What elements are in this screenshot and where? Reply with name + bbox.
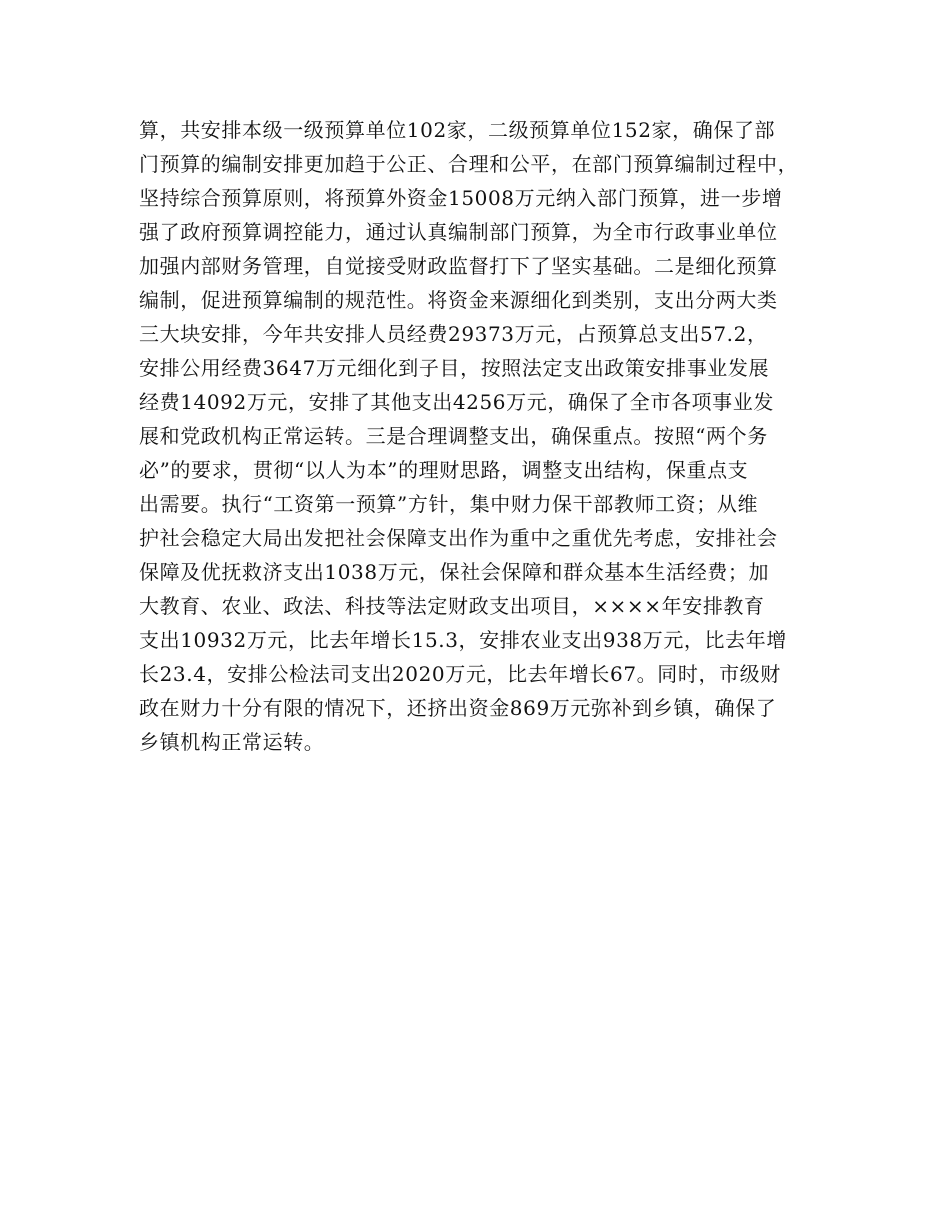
text-line: 长23.4，安排公检法司支出2020万元，比去年增长67。同时，市级财 <box>139 662 781 686</box>
text-line: 展和党政机构正常运转。三是合理调整支出，确保重点。按照“两个务 <box>139 424 768 448</box>
text-line: 加强内部财务管理，自觉接受财政监督打下了坚实基础。二是细化预算 <box>139 254 778 278</box>
text-line: 编制，促进预算编制的规范性。将资金来源细化到类别，支出分两大类 <box>139 288 778 312</box>
text-line: 乡镇机构正常运转。 <box>139 730 325 754</box>
text-line: 大教育、农业、政法、科技等法定财政支出项目，××××年安排教育 <box>139 594 765 618</box>
text-line: 安排公用经费3647万元细化到子目，按照法定支出政策安排事业发展 <box>139 356 770 380</box>
text-line: 算，共安排本级一级预算单位102家，二级预算单位152家，确保了部 <box>139 118 776 142</box>
text-line: 门预算的编制安排更加趋于公正、合理和公平，在部门预算编制过程中， <box>139 152 799 176</box>
text-line: 必”的要求，贯彻“以人为本”的理财思路，调整支出结构，保重点支 <box>139 458 749 482</box>
text-line: 强了政府预算调控能力，通过认真编制部门预算，为全市行政事业单位 <box>139 220 778 244</box>
text-line: 坚持综合预算原则，将预算外资金15008万元纳入部门预算，进一步增 <box>139 186 783 210</box>
body-paragraph <box>139 113 839 759</box>
text-line: 三大块安排，今年共安排人员经费29373万元，占预算总支出57.2， <box>139 322 768 346</box>
text-line: 护社会稳定大局出发把社会保障支出作为重中之重优先考虑，安排社会 <box>139 526 778 550</box>
text-line: 保障及优抚救济支出1038万元，保社会保障和群众基本生活经费；加 <box>139 560 770 584</box>
text-line: 支出10932万元，比去年增长15.3，安排农业支出938万元，比去年增 <box>139 628 787 652</box>
text-line: 经费14092万元，安排了其他支出4256万元，确保了全市各项事业发 <box>139 390 774 414</box>
text-line: 政在财力十分有限的情况下，还挤出资金869万元弥补到乡镇，确保了 <box>139 696 777 720</box>
text-line: 出需要。执行“工资第一预算”方针，集中财力保干部教师工资；从维 <box>139 492 759 516</box>
